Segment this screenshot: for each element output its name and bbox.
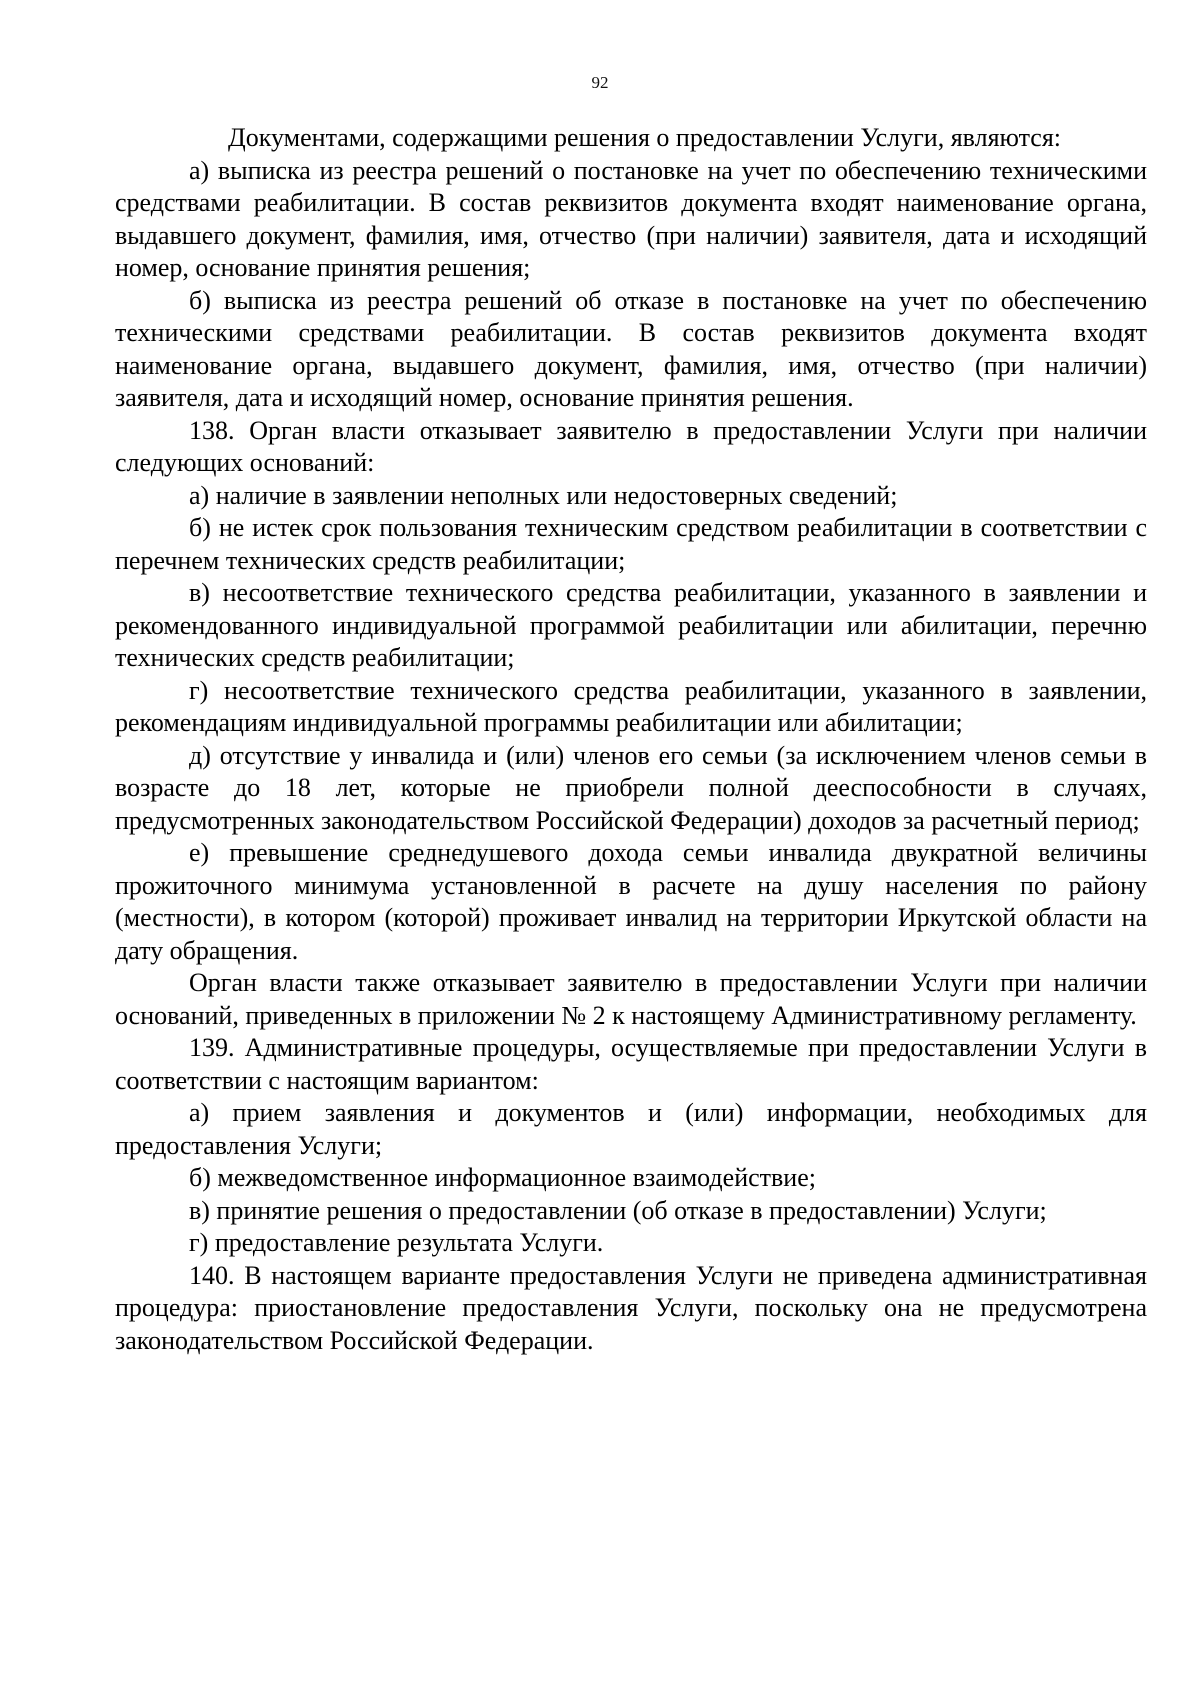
- paragraph-138-d: д) отсутствие у инвалида и (или) членов его семьи (за исключением членов семьи в возрасте до 18 лет, которые не приобрели полной дееспособности в случаях, предусмотренных законодательством Российской Федерации) доходов за расчетный период;: [115, 740, 1147, 835]
- paragraph-item-a-extract: а) выписка из реестра решений о постановке на учет по обеспечению техническими средствами реабилитации. В состав реквизитов документа входят наименование органа, выдавшего документ, фамилия, имя, отчество (при наличии) заявителя, дата и исходящий номер, основание принятия решения;: [115, 155, 1147, 282]
- paragraph-140: 140. В настоящем варианте предоставления Услуги не приведена административная процедура: приостановление предоставления Услуги, поскольку она не предусмотрена законодательством Российской Федерации.: [115, 1260, 1147, 1355]
- paragraph-139-b: б) межведомственное информационное взаимодействие;: [189, 1163, 816, 1192]
- paragraph-139: 139. Административные процедуры, осуществляемые при предоставлении Услуги в соответствии с настоящим вариантом:: [115, 1033, 1147, 1095]
- paragraph-139-a: а) прием заявления и документов и (или) информации, необходимых для предоставления Услуги;: [115, 1098, 1147, 1160]
- paragraph-139-v: в) принятие решения о предоставлении (об отказе в предоставлении) Услуги;: [189, 1195, 1047, 1225]
- paragraph-138-b: б) не истек срок пользования техническим средством реабилитации в соответствии с перечнем технических средств реабилитации;: [115, 513, 1147, 575]
- paragraph-refusal-appendix: Орган власти также отказывает заявителю в предоставлении Услуги при наличии оснований, приведенных в приложении № 2 к настоящему Административному регламенту.: [115, 968, 1147, 1030]
- paragraph-intro: Документами, содержащими решения о предоставлении Услуги, являются:: [228, 123, 1062, 152]
- document-body: [115, 122, 1147, 1357]
- paragraph-138: 138. Орган власти отказывает заявителю в предоставлении Услуги при наличии следующих оснований:: [115, 415, 1147, 477]
- paragraph-139-g: г) предоставление результата Услуги.: [189, 1228, 604, 1257]
- paragraph-item-b-extract: б) выписка из реестра решений об отказе в постановке на учет по обеспечению техническими средствами реабилитации. В состав реквизитов документа входят наименование органа, выдавшего документ, фамилия, имя, отчество (при наличии) заявителя, дата и исходящий номер, основание принятия решения.: [115, 285, 1147, 412]
- paragraph-138-a: а) наличие в заявлении неполных или недостоверных сведений;: [189, 480, 898, 510]
- paragraph-138-v: в) несоответствие технического средства реабилитации, указанного в заявлении и рекомендованного индивидуальной программой реабилитации или абилитации, перечню технических средств реабилитации;: [115, 578, 1147, 672]
- paragraph-138-e: е) превышение среднедушевого дохода семьи инвалида двукратной величины прожиточного минимума установленной в расчете на душу населения по району (местности), в котором (которой) проживает инвалид на территории Иркутской области на дату обращения.: [115, 838, 1147, 965]
- paragraph-138-g: г) несоответствие технического средства реабилитации, указанного в заявлении, рекомендациям индивидуальной программы реабилитации или абилитации;: [115, 675, 1147, 737]
- page-number: 92: [591, 73, 609, 92]
